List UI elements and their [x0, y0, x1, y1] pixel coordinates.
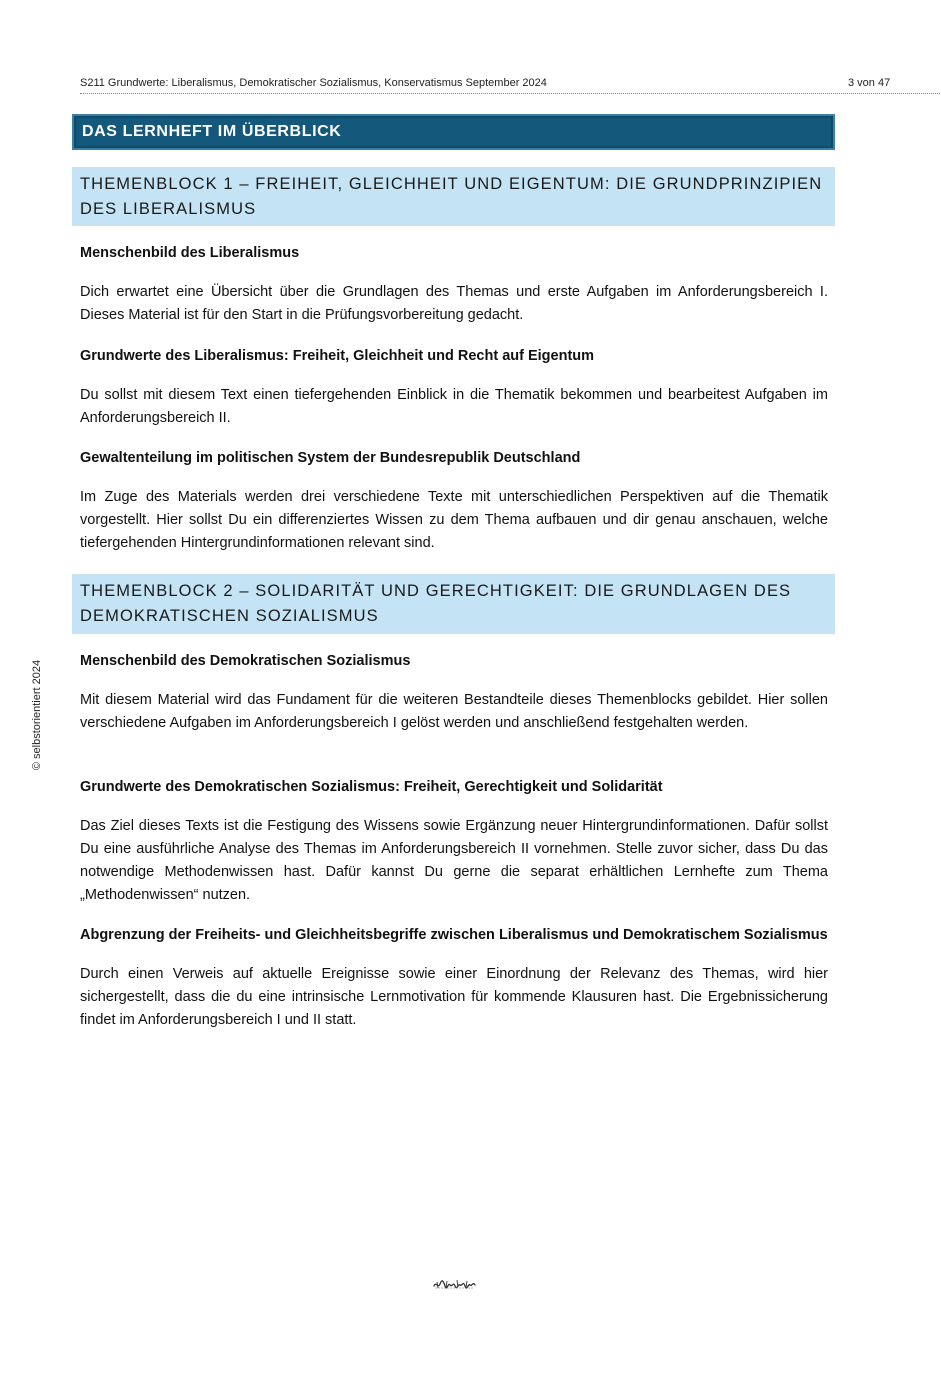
list-item	[80, 650, 828, 735]
item-description: Dich erwartet eine Übersicht über die Grundlagen des Themas und erste Aufgaben im Anforderungsbereich I. Dieses Material ist für den Start in die Prüfungsvorbereitung gedacht.	[80, 284, 828, 323]
list-item	[80, 924, 828, 1032]
section-title: DAS LERNHEFT IM ÜBERBLICK	[82, 123, 342, 140]
item-description: Durch einen Verweis auf aktuelle Ereignisse sowie einer Einordnung der Relevanz des Themas, wird hier sichergestellt, dass die du eine intrinsische Lernmotivation für kommende Klausuren hast. Die Ergebnissicherung findet im Anforderungsbereich I und II statt.	[80, 966, 828, 1028]
item-title: Menschenbild des Liberalismus	[80, 245, 300, 261]
item-title: Grundwerte des Liberalismus: Freiheit, Gleichheit und Recht auf Eigentum	[80, 348, 595, 364]
handwritten-logo-icon	[433, 1277, 476, 1291]
list-item	[80, 776, 828, 907]
item-description: Das Ziel dieses Texts ist die Festigung des Wissens sowie Ergänzung neuer Hintergrundinformationen. Dafür sollst Du eine ausführliche Analyse des Themas im Anforderungsbereich II vornehmen. Stelle zuvor sicher, dass Du das notwendige Methodenwissen hast. Dafür kannst Du gerne die separat erhältlichen Lernhefte zum Thema „Methodenwissen“ nutzen.	[80, 818, 828, 903]
page-header	[80, 76, 941, 94]
list-item	[80, 345, 828, 430]
section-banner	[72, 114, 835, 150]
item-title: Menschenbild des Demokratischen Sozialismus	[80, 653, 411, 669]
item-description: Im Zuge des Materials werden drei verschiedene Texte mit unterschiedlichen Perspektiven auf die Thematik vorgestellt. Hier sollst Du ein differenziertes Wissen zu dem Thema aufbauen und dir genau anschauen, welche tiefergehenden Hintergrundinformationen relevant sind.	[80, 489, 828, 551]
item-title: Gewaltenteilung im politischen System der Bundesrepublik Deutschland	[80, 450, 581, 466]
list-item	[80, 242, 828, 327]
copyright-text: © selbstorientiert 2024	[31, 659, 43, 771]
page-number: 3 von 47	[848, 77, 891, 89]
item-title: Grundwerte des Demokratischen Sozialismus: Freiheit, Gerechtigkeit und Solidarität	[80, 779, 663, 795]
item-description: Mit diesem Material wird das Fundament für die weiteren Bestandteile dieses Themenblocks gebildet. Hier sollen verschiedene Aufgaben im Anforderungsbereich I gelöst werden und anschließend festgehalten werden.	[80, 692, 828, 731]
document-title: S211 Grundwerte: Liberalismus, Demokratischer Sozialismus, Konservatismus September 2024	[80, 77, 547, 89]
list-item	[80, 447, 828, 555]
themenblock-2-heading: THEMENBLOCK 2 – SOLIDARITÄT UND GERECHTIGKEIT: DIE GRUNDLAGEN DES DEMOKRATISCHEN SOZIALISMUS	[72, 574, 835, 634]
themenblock-1-heading: THEMENBLOCK 1 – FREIHEIT, GLEICHHEIT UND EIGENTUM: DIE GRUNDPRINZIPIEN DES LIBERALISMUS	[72, 167, 835, 226]
item-description: Du sollst mit diesem Text einen tiefergehenden Einblick in die Thematik bekommen und bearbeitest Aufgaben im Anforderungsbereich II.	[80, 387, 828, 426]
item-title: Abgrenzung der Freiheits- und Gleichheitsbegriffe zwischen Liberalismus und Demokratischem Sozialismus	[80, 927, 828, 943]
